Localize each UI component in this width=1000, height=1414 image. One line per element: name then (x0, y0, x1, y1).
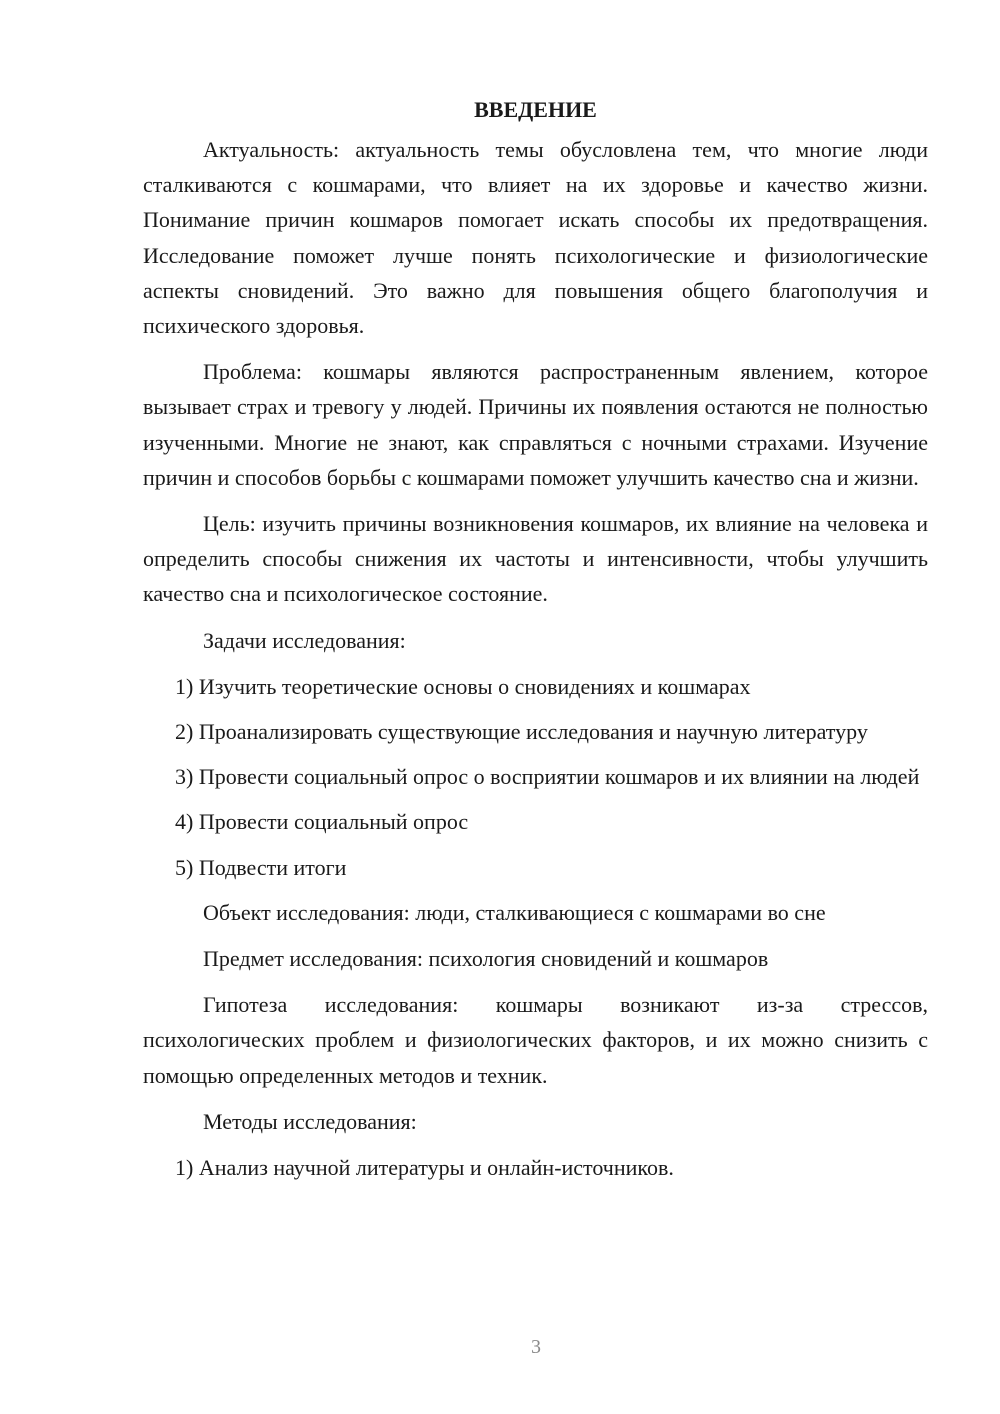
task-item: 1) Изучить теоретические основы о сновидениях и кошмарах (175, 673, 751, 699)
task-item: 5) Подвести итоги (175, 854, 347, 880)
method-item: 1) Анализ научной литературы и онлайн-источников. (175, 1155, 674, 1181)
task-item: 4) Провести социальный опрос (175, 809, 469, 835)
task-item: 3) Провести социальный опрос о восприятии кошмаров и их влиянии на людей (175, 764, 920, 790)
task-item: 2) Проанализировать существующие исследования и научную литературу (175, 719, 868, 745)
object-paragraph: Объект исследования: люди, сталкивающиеся с кошмарами во сне (203, 899, 826, 925)
methods-heading: Методы исследования: (203, 1108, 417, 1134)
problem-paragraph: Проблема: кошмары являются распространенным явлением, которое вызывает страх и тревогу у людей. Причины их появления остаются не полностью изученными. Многие не знают, как справляться с ночными страхами. Изучение причин и способов борьбы с кошмарами поможет улучшить качество сна и жизни. (143, 359, 928, 490)
tasks-heading: Задачи исследования: (203, 627, 406, 653)
subject-paragraph: Предмет исследования: психология сновидений и кошмаров (203, 946, 769, 972)
page-title: ВВЕДЕНИЕ (474, 97, 597, 122)
goal-paragraph: Цель: изучить причины возникновения кошмаров, их влияние на человека и определить способы снижения их частоты и интенсивности, чтобы улучшить качество сна и психологическое состояние. (143, 511, 928, 607)
relevance-paragraph: Актуальность: актуальность темы обусловлена тем, что многие люди сталкиваются с кошмарами, что влияет на их здоровье и качество жизни. Понимание причин кошмаров помогает искать способы их предотвращения. Исследование поможет лучше понять психологические и физиологические аспекты сновидений. Это важно для повышения общего благополучия и психического здоровья. (143, 137, 928, 339)
hypothesis-paragraph: Гипотеза исследования: кошмары возникают из-за стрессов, психологических проблем и физиологических факторов, и их можно снизить с помощью определенных методов и техник. (143, 992, 928, 1088)
page-content (143, 92, 928, 1195)
page-number: 3 (531, 1336, 541, 1358)
